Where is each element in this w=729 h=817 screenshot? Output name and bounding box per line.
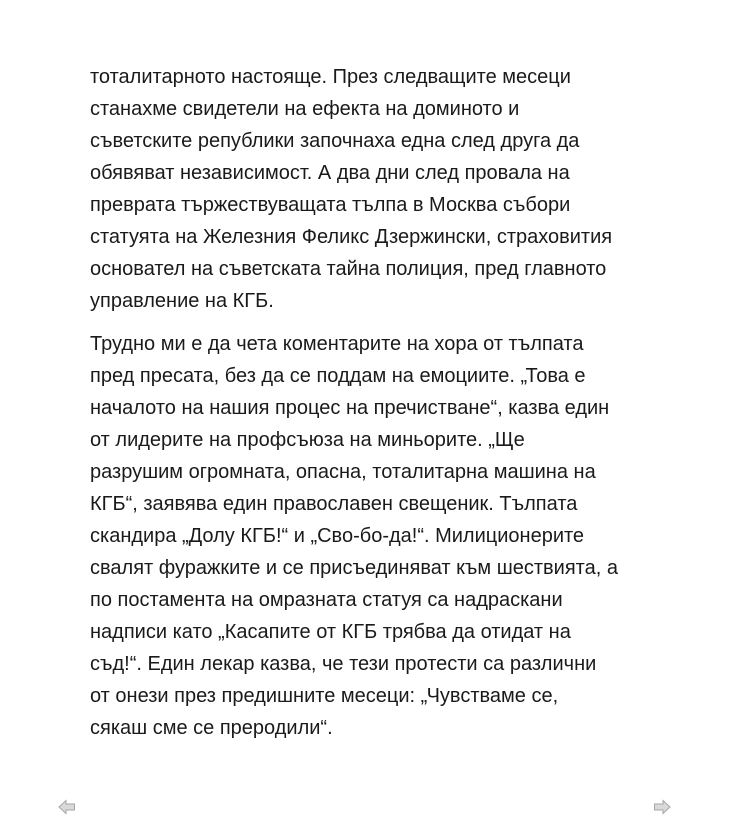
- text-line: разрушим огромната, опасна, тоталитарна машина на: [90, 461, 596, 483]
- text-line: по постамента на омразната статуя са надраскани: [90, 589, 563, 611]
- text-line: началото на нашия процес на пречистване“, казва един: [90, 397, 610, 419]
- text-line: пред пресата, без да се поддам на емоциите. „Това е: [90, 365, 586, 387]
- text-line: сякаш сме се преродили“.: [90, 717, 333, 739]
- text-line: от лидерите на профсъюза на миньорите. „Ще: [90, 429, 525, 451]
- text-line: съд!“. Един лекар казва, че тези протести са различни: [90, 653, 597, 675]
- text-line: свалят фуражките и се присъединяват към шествията, а: [90, 557, 618, 579]
- text-line: управление на КГБ.: [90, 290, 274, 312]
- text-line: КГБ“, заявява един православен свещеник. Тълпата: [90, 493, 578, 515]
- text-line: тоталитарното настояще. През следващите месеци: [90, 66, 571, 88]
- paragraph-2: [90, 328, 650, 744]
- text-line: основател на съветската тайна полиция, пред главното: [90, 258, 607, 280]
- document-page: [90, 61, 650, 744]
- text-line: преврата тържествуващата тълпа в Москва събори: [90, 194, 571, 216]
- text-line: скандира „Долу КГБ!“ и „Сво-бо-да!“. Милиционерите: [90, 525, 585, 547]
- paragraph-1: [90, 61, 650, 317]
- arrow-right-icon: [653, 799, 671, 815]
- text-line: обявяват независимост. А два дни след провала на: [90, 162, 570, 184]
- next-page-button[interactable]: [653, 799, 671, 815]
- text-line: Трудно ми е да чета коментарите на хора от тълпата: [90, 333, 584, 355]
- text-line: съветските републики започнаха една след друга да: [90, 130, 580, 152]
- arrow-left-icon: [58, 799, 76, 815]
- text-line: надписи като „Касапите от КГБ трябва да отидат на: [90, 621, 571, 643]
- text-line: станахме свидетели на ефекта на доминото и: [90, 98, 520, 120]
- text-line: от онези през предишните месеци: „Чувстваме се,: [90, 685, 559, 707]
- text-line: статуята на Железния Феликс Дзержински, страховития: [90, 226, 613, 248]
- previous-page-button[interactable]: [58, 799, 76, 815]
